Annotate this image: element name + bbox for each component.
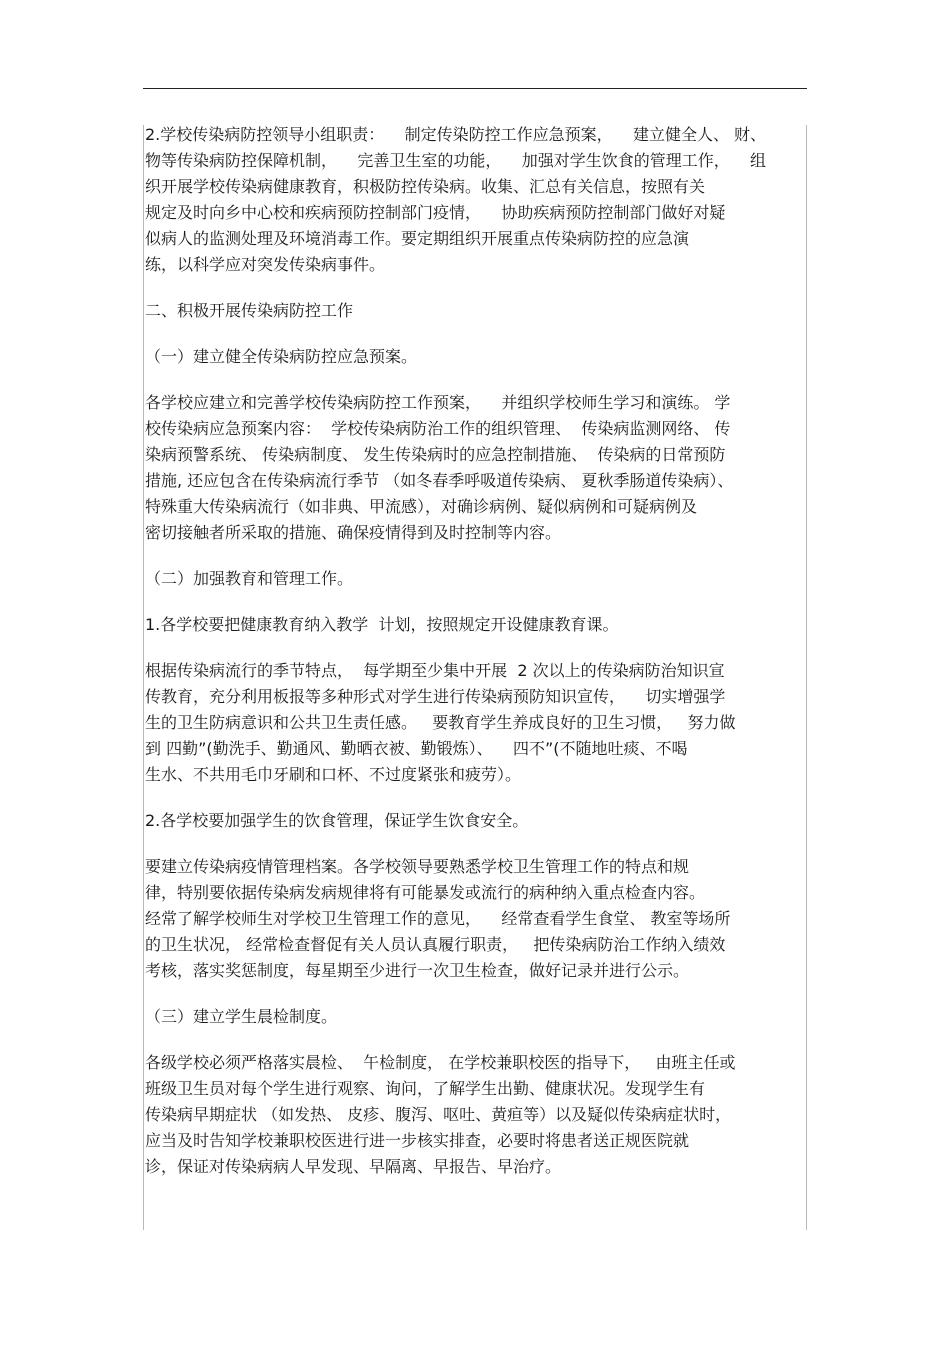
- left-margin-line: [143, 125, 144, 1230]
- text-line: 传染病早期症状 （如发热、 皮疹、腹泻、呕吐、黄疸等）以及疑似传染病症状时，: [145, 1105, 732, 1124]
- text-line: （二）加强教育和管理工作。: [145, 569, 354, 588]
- text-line: 律，特别要依据传染病发病规律将有可能暴发或流行的病种纳入重点检查内容。: [145, 883, 706, 902]
- text-line: 到 四勤”(勤洗手、勤通风、勤晒衣被、勤锻炼）、 四不”(不随地吐痰、不喝: [145, 739, 688, 758]
- paragraph-gap: [145, 324, 807, 344]
- text-line: 经常了解学校师生对学校卫生管理工作的意见， 经常查看学生食堂、 教室等场所: [145, 909, 731, 928]
- text-line: 2.各学校要加强学生的饮食管理，保证学生饮食安全。: [145, 811, 529, 830]
- paragraph-gap: [145, 592, 807, 612]
- text-line: 二、积极开展传染病防控工作: [145, 301, 354, 320]
- text-line: 校传染病应急预案内容： 学校传染病防治工作的组织管理、 传染病监测网络、 传: [145, 419, 731, 438]
- text-line: 1.各学校要把健康教育纳入教学 计划，按照规定开设健康教育课。: [145, 615, 619, 634]
- subsection-heading-2: [145, 566, 807, 592]
- paragraph-gap: [145, 788, 807, 808]
- paragraph-gap: [145, 834, 807, 854]
- food-safety-item: [145, 808, 807, 834]
- text-line: 生水、不共用毛巾牙刷和口杯、不过度紧张和疲劳）。: [145, 765, 522, 784]
- text-line: 班级卫生员对每个学生进行观察、询问，了解学生出勤、健康状况。发现学生有: [145, 1079, 706, 1098]
- seasonal-education-paragraph: [145, 658, 807, 788]
- text-line: 特殊重大传染病流行（如非典、甲流感），对确诊病例、疑似病例和可疑病例及: [145, 497, 698, 516]
- text-line: 各学校应建立和完善学校传染病防控工作预案， 并组织学校师生学习和演练。 学: [145, 393, 731, 412]
- text-line: 似病人的监测处理及环境消毒工作。要定期组织开展重点传染病防控的应急演: [145, 229, 690, 248]
- paragraph-gap: [145, 984, 807, 1004]
- paragraph-gap: [145, 278, 807, 298]
- text-line: （一）建立健全传染病防控应急预案。: [145, 347, 418, 366]
- text-line: 生的卫生防病意识和公共卫生责任感。 要教育学生养成良好的卫生习惯， 努力做: [145, 713, 736, 732]
- text-line: 传教育，充分利用板报等多种形式对学生进行传染病预防知识宣传， 切实增强学: [145, 687, 726, 706]
- text-line: 2.学校传染病防控领导小组职责： 制定传染防控工作应急预案， 建立健全人、 财、: [145, 125, 767, 144]
- text-line: 规定及时向乡中心校和疾病预防控制部门疫情， 协助疾病预防控制部门做好对疑: [145, 203, 726, 222]
- records-management-paragraph: [145, 854, 807, 984]
- text-line: 的卫生状况， 经常检查督促有关人员认真履行职责， 把传染病防治工作纳入绩效: [145, 935, 726, 954]
- paragraph-gap: [145, 1030, 807, 1050]
- text-line: 诊，保证对传染病病人早发现、早隔离、早报告、早治疗。: [145, 1157, 562, 1176]
- morning-check-paragraph: [145, 1050, 807, 1180]
- paragraph-gap: [145, 370, 807, 390]
- text-line: 练，以科学应对突发传染病事件。: [145, 255, 386, 274]
- subsection-heading-3: [145, 1004, 807, 1030]
- text-line: 应当及时告知学校兼职校医进行进一步核实排查，必要时将患者送正规医院就: [145, 1131, 690, 1150]
- subsection-heading-1: [145, 344, 807, 370]
- text-line: 要建立传染病疫情管理档案。各学校领导要熟悉学校卫生管理工作的特点和规: [145, 857, 690, 876]
- text-line: 染病预警系统、 传染病制度、 发生传染病时的应急控制措施、 传染病的日常预防: [145, 445, 726, 464]
- text-line: （三）建立学生晨检制度。: [145, 1007, 338, 1026]
- text-line: 各级学校必须严格落实晨检、 午检制度， 在学校兼职校医的指导下， 由班主任或: [145, 1053, 736, 1072]
- text-line: 措施, 还应包含在传染病流行季节 （如冬春季呼吸道传染病、 夏秋季肠道传染病）、: [145, 471, 734, 490]
- header-rule: [143, 88, 807, 89]
- document-body: [145, 122, 807, 1180]
- text-line: 密切接触者所采取的措施、确保疫情得到及时控制等内容。: [145, 523, 562, 542]
- leadership-duties-paragraph: [145, 122, 807, 278]
- text-line: 根据传染病流行的季节特点， 每学期至少集中开展 2 次以上的传染病防治知识宣: [145, 661, 725, 680]
- emergency-plan-paragraph: [145, 390, 807, 546]
- paragraph-gap: [145, 546, 807, 566]
- text-line: 物等传染病防控保障机制， 完善卫生室的功能， 加强对学生饮食的管理工作， 组: [145, 151, 767, 170]
- text-line: 考核，落实奖惩制度，每星期至少进行一次卫生检查，做好记录并进行公示。: [145, 961, 690, 980]
- text-line: 织开展学校传染病健康教育，积极防控传染病。收集、汇总有关信息，按照有关: [145, 177, 706, 196]
- section-heading-2: [145, 298, 807, 324]
- paragraph-gap: [145, 638, 807, 658]
- health-education-item: [145, 612, 807, 638]
